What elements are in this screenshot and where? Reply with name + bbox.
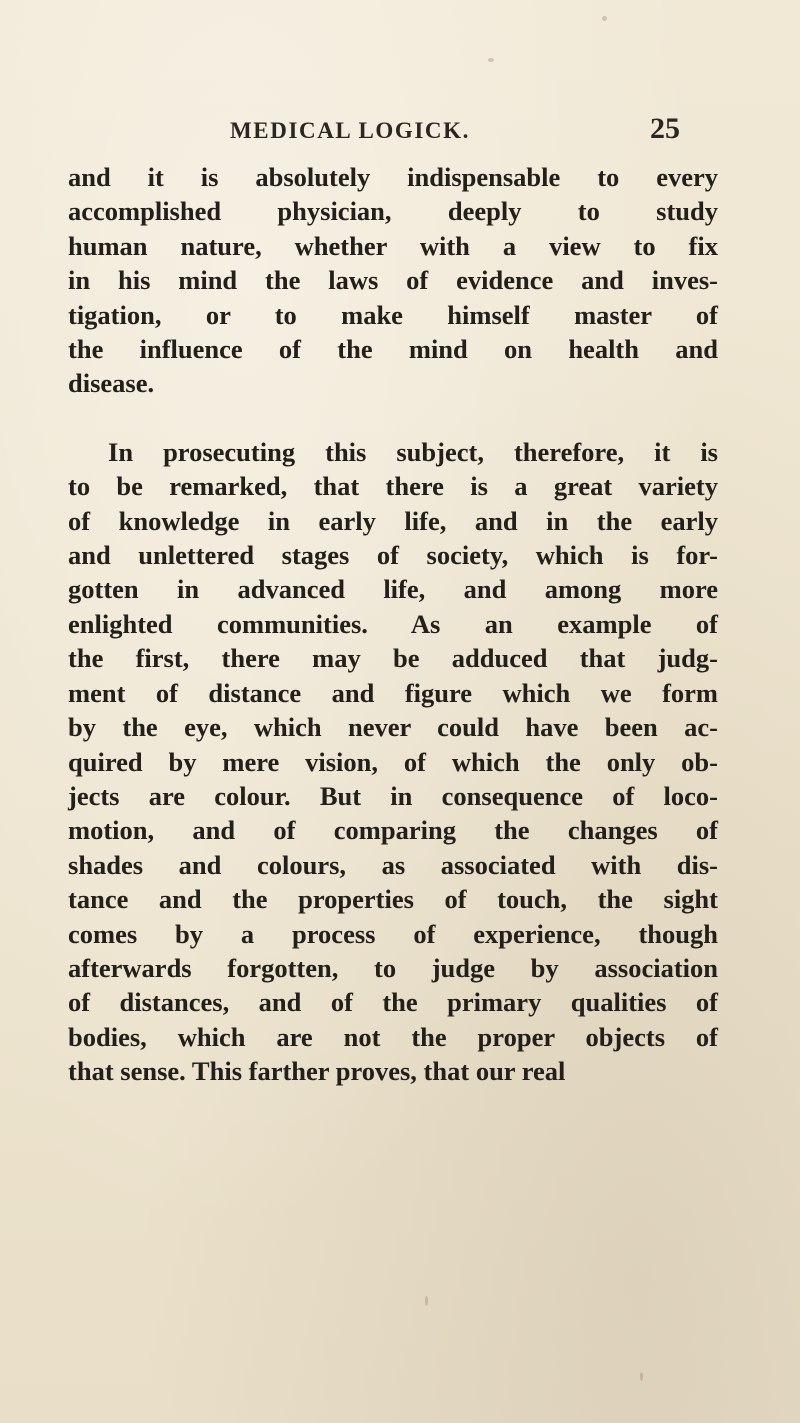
text-line: in his mind the laws of evidence and inves-	[68, 265, 718, 296]
text-line: and unlettered stages of society, which is for-	[68, 540, 718, 571]
text-line: by the eye, which never could have been ac-	[68, 712, 718, 743]
text-line: and it is absolutely indispensable to every	[68, 162, 718, 192]
page-number: 25	[650, 112, 680, 145]
text-line: disease.	[68, 368, 155, 399]
text-line: accomplished physician, deeply to study	[68, 196, 718, 227]
text-line: of knowledge in early life, and in the early	[68, 505, 718, 536]
body-text	[68, 160, 718, 1089]
text-line: that sense. This farther proves, that our real	[68, 1056, 566, 1087]
paragraph	[68, 160, 718, 401]
text-line: ment of distance and figure which we form	[68, 677, 718, 708]
text-line: comes by a process of experience, though	[68, 918, 718, 949]
text-line: motion, and of comparing the changes of	[68, 815, 718, 846]
paper-blemish	[425, 1296, 428, 1306]
text-line: to be remarked, that there is a great variety	[68, 471, 718, 502]
text-line: of distances, and of the primary qualities of	[68, 987, 718, 1018]
running-title: MEDICAL LOGICK.	[230, 118, 470, 143]
text-line: the influence of the mind on health and	[68, 334, 718, 365]
paper-blemish	[488, 58, 494, 62]
text-line: bodies, which are not the proper objects of	[68, 1021, 718, 1052]
paragraph-gap	[68, 401, 718, 435]
paragraph	[68, 435, 718, 1089]
running-head	[200, 112, 680, 148]
text-line: human nature, whether with a view to fix	[68, 230, 718, 261]
text-line: In prosecuting this subject, therefore, it is	[108, 436, 718, 467]
text-line: quired by mere vision, of which the only ob-	[68, 746, 718, 777]
text-line: jects are colour. But in consequence of loco-	[68, 780, 718, 811]
text-line: gotten in advanced life, and among more	[68, 574, 718, 605]
text-line: tigation, or to make himself master of	[68, 299, 718, 330]
text-line: the first, there may be adduced that judg-	[68, 643, 718, 674]
paper-blemish	[602, 16, 607, 21]
text-line: tance and the properties of touch, the sight	[68, 884, 718, 915]
text-line: enlighted communities. As an example of	[68, 608, 718, 639]
text-line: afterwards forgotten, to judge by association	[68, 952, 718, 983]
paper-blemish	[640, 1372, 643, 1381]
text-line: shades and colours, as associated with dis-	[68, 849, 718, 880]
